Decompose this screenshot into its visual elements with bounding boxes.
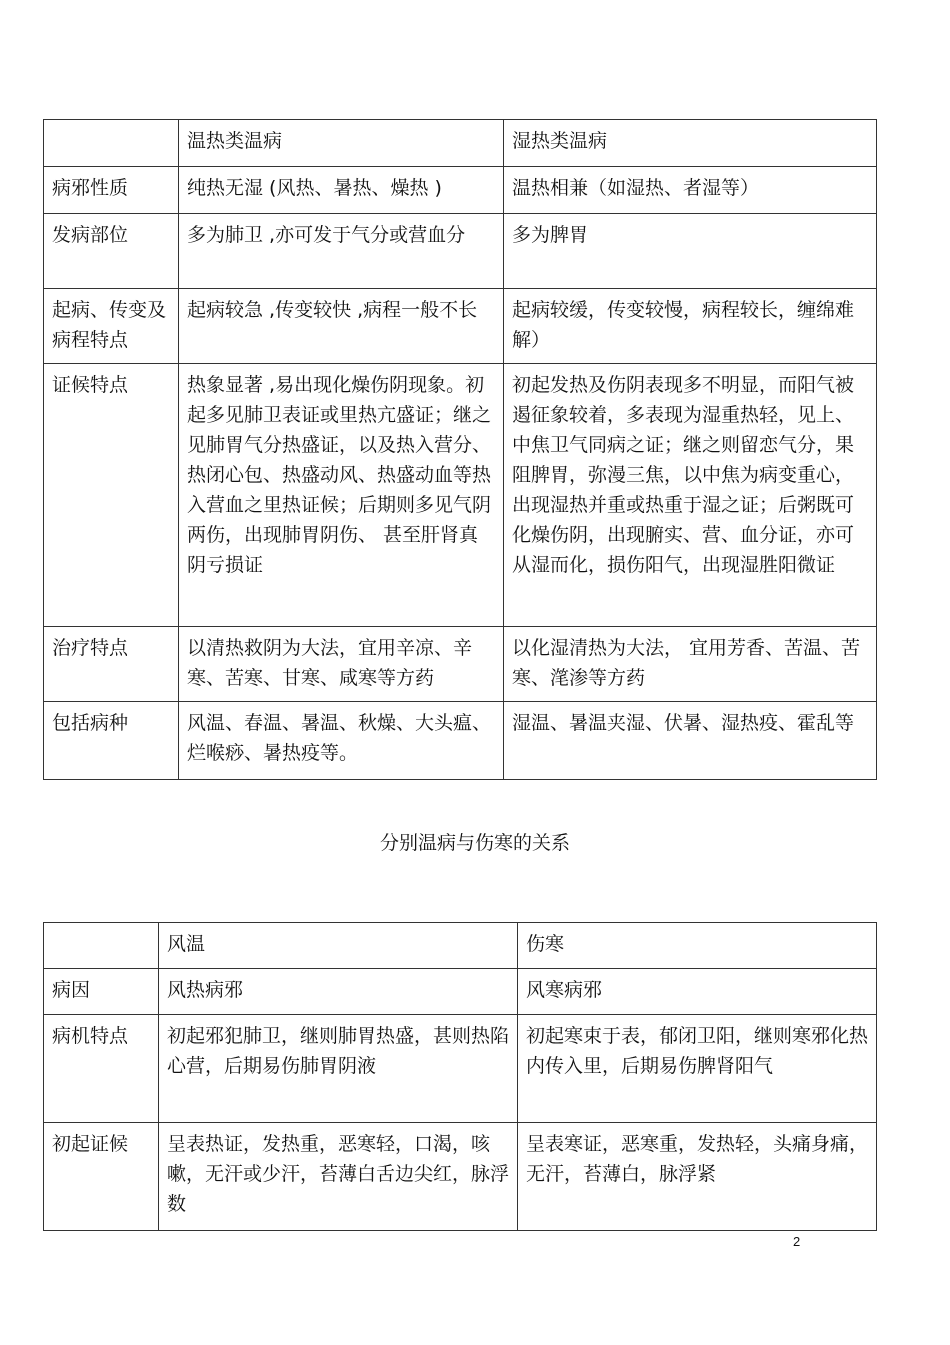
table-cell: 起病较急 ,传变较快 ,病程一般不长 [179,289,504,364]
table-cell: 风热病邪 [159,969,518,1015]
row-label: 包括病种 [44,702,179,780]
row-label: 治疗特点 [44,627,179,702]
row-label: 病邪性质 [44,167,179,214]
table-cell: 热象显著 ,易出现化燥伤阴现象。初起多见肺卫表证或里热亢盛证；继之见肺胃气分热盛证，以及热入营分、热闭心包、热盛动风、热盛动血等热入营血之里热证候；后期则多见气阴两伤，出现肺胃阴伤、 甚至肝肾真阴亏损证 [179,364,504,627]
header-cell-cold-damage: 伤寒 [518,923,877,969]
row-label: 发病部位 [44,214,179,289]
table-cell: 初起寒束于表，郁闭卫阳，继则寒邪化热内传入里，后期易伤脾肾阳气 [518,1015,877,1123]
table-cell: 呈表热证，发热重，恶寒轻，口渴，咳嗽，无汗或少汗，苔薄白舌边尖红，脉浮数 [159,1123,518,1231]
table-cell: 初起发热及伤阴表现多不明显，而阳气被遏征象较着，多表现为湿重热轻，见上、中焦卫气同病之证；继之则留恋气分，果阻脾胃，弥漫三焦，以中焦为病变重心，出现湿热并重或热重于湿之证；后粥既可化燥伤阴，出现腑实、营、血分证，亦可从湿而化，损伤阳气，出现湿胜阳微证 [504,364,877,627]
table-row [44,214,877,289]
table-header-row [44,923,877,969]
table-row [44,289,877,364]
header-cell-empty [44,923,159,969]
table-cell: 温热相兼（如湿热、者湿等） [504,167,877,214]
table-cell: 风温、春温、暑温、秋燥、大头瘟、烂喉痧、暑热疫等。 [179,702,504,780]
table-row [44,1123,877,1231]
table-row [44,969,877,1015]
table-row [44,167,877,214]
table-cell: 呈表寒证，恶寒重，发热轻，头痛身痛，无汗，苔薄白，脉浮紧 [518,1123,877,1231]
table-cell: 以清热救阴为大法，宜用辛凉、辛寒、苦寒、甘寒、咸寒等方药 [179,627,504,702]
row-label: 病因 [44,969,159,1015]
table-cell: 起病较缓，传变较慢，病程较长，缠绵难解） [504,289,877,364]
page-number: 2 [793,1234,801,1249]
table-cell: 湿温、暑温夹湿、伏暑、湿热疫、霍乱等 [504,702,877,780]
table-cell: 风寒病邪 [518,969,877,1015]
comparison-table-wind-warm-vs-cold-damage [43,922,877,1231]
table-cell: 纯热无湿 (风热、暑热、燥热 ) [179,167,504,214]
table-cell: 多为肺卫 ,亦可发于气分或营血分 [179,214,504,289]
table-row [44,627,877,702]
header-cell-empty [44,120,179,167]
section-title: 分别温病与伤寒的关系 [379,832,570,854]
row-label: 证候特点 [44,364,179,627]
row-label: 起病、传变及病程特点 [44,289,179,364]
table-row [44,1015,877,1123]
header-cell-wind-warm: 风温 [159,923,518,969]
table-row [44,702,877,780]
row-label: 初起证候 [44,1123,159,1231]
table-cell: 初起邪犯肺卫，继则肺胃热盛，甚则热陷心营，后期易伤肺胃阴液 [159,1015,518,1123]
table-cell: 多为脾胃 [504,214,877,289]
header-cell-damp-heat: 湿热类温病 [504,120,877,167]
header-cell-warm-heat: 温热类温病 [179,120,504,167]
table-cell: 以化湿清热为大法， 宜用芳香、苦温、苦寒、滗渗等方药 [504,627,877,702]
table-header-row [44,120,877,167]
comparison-table-warm-heat-vs-damp-heat [43,119,877,780]
table-row [44,364,877,627]
row-label: 病机特点 [44,1015,159,1123]
